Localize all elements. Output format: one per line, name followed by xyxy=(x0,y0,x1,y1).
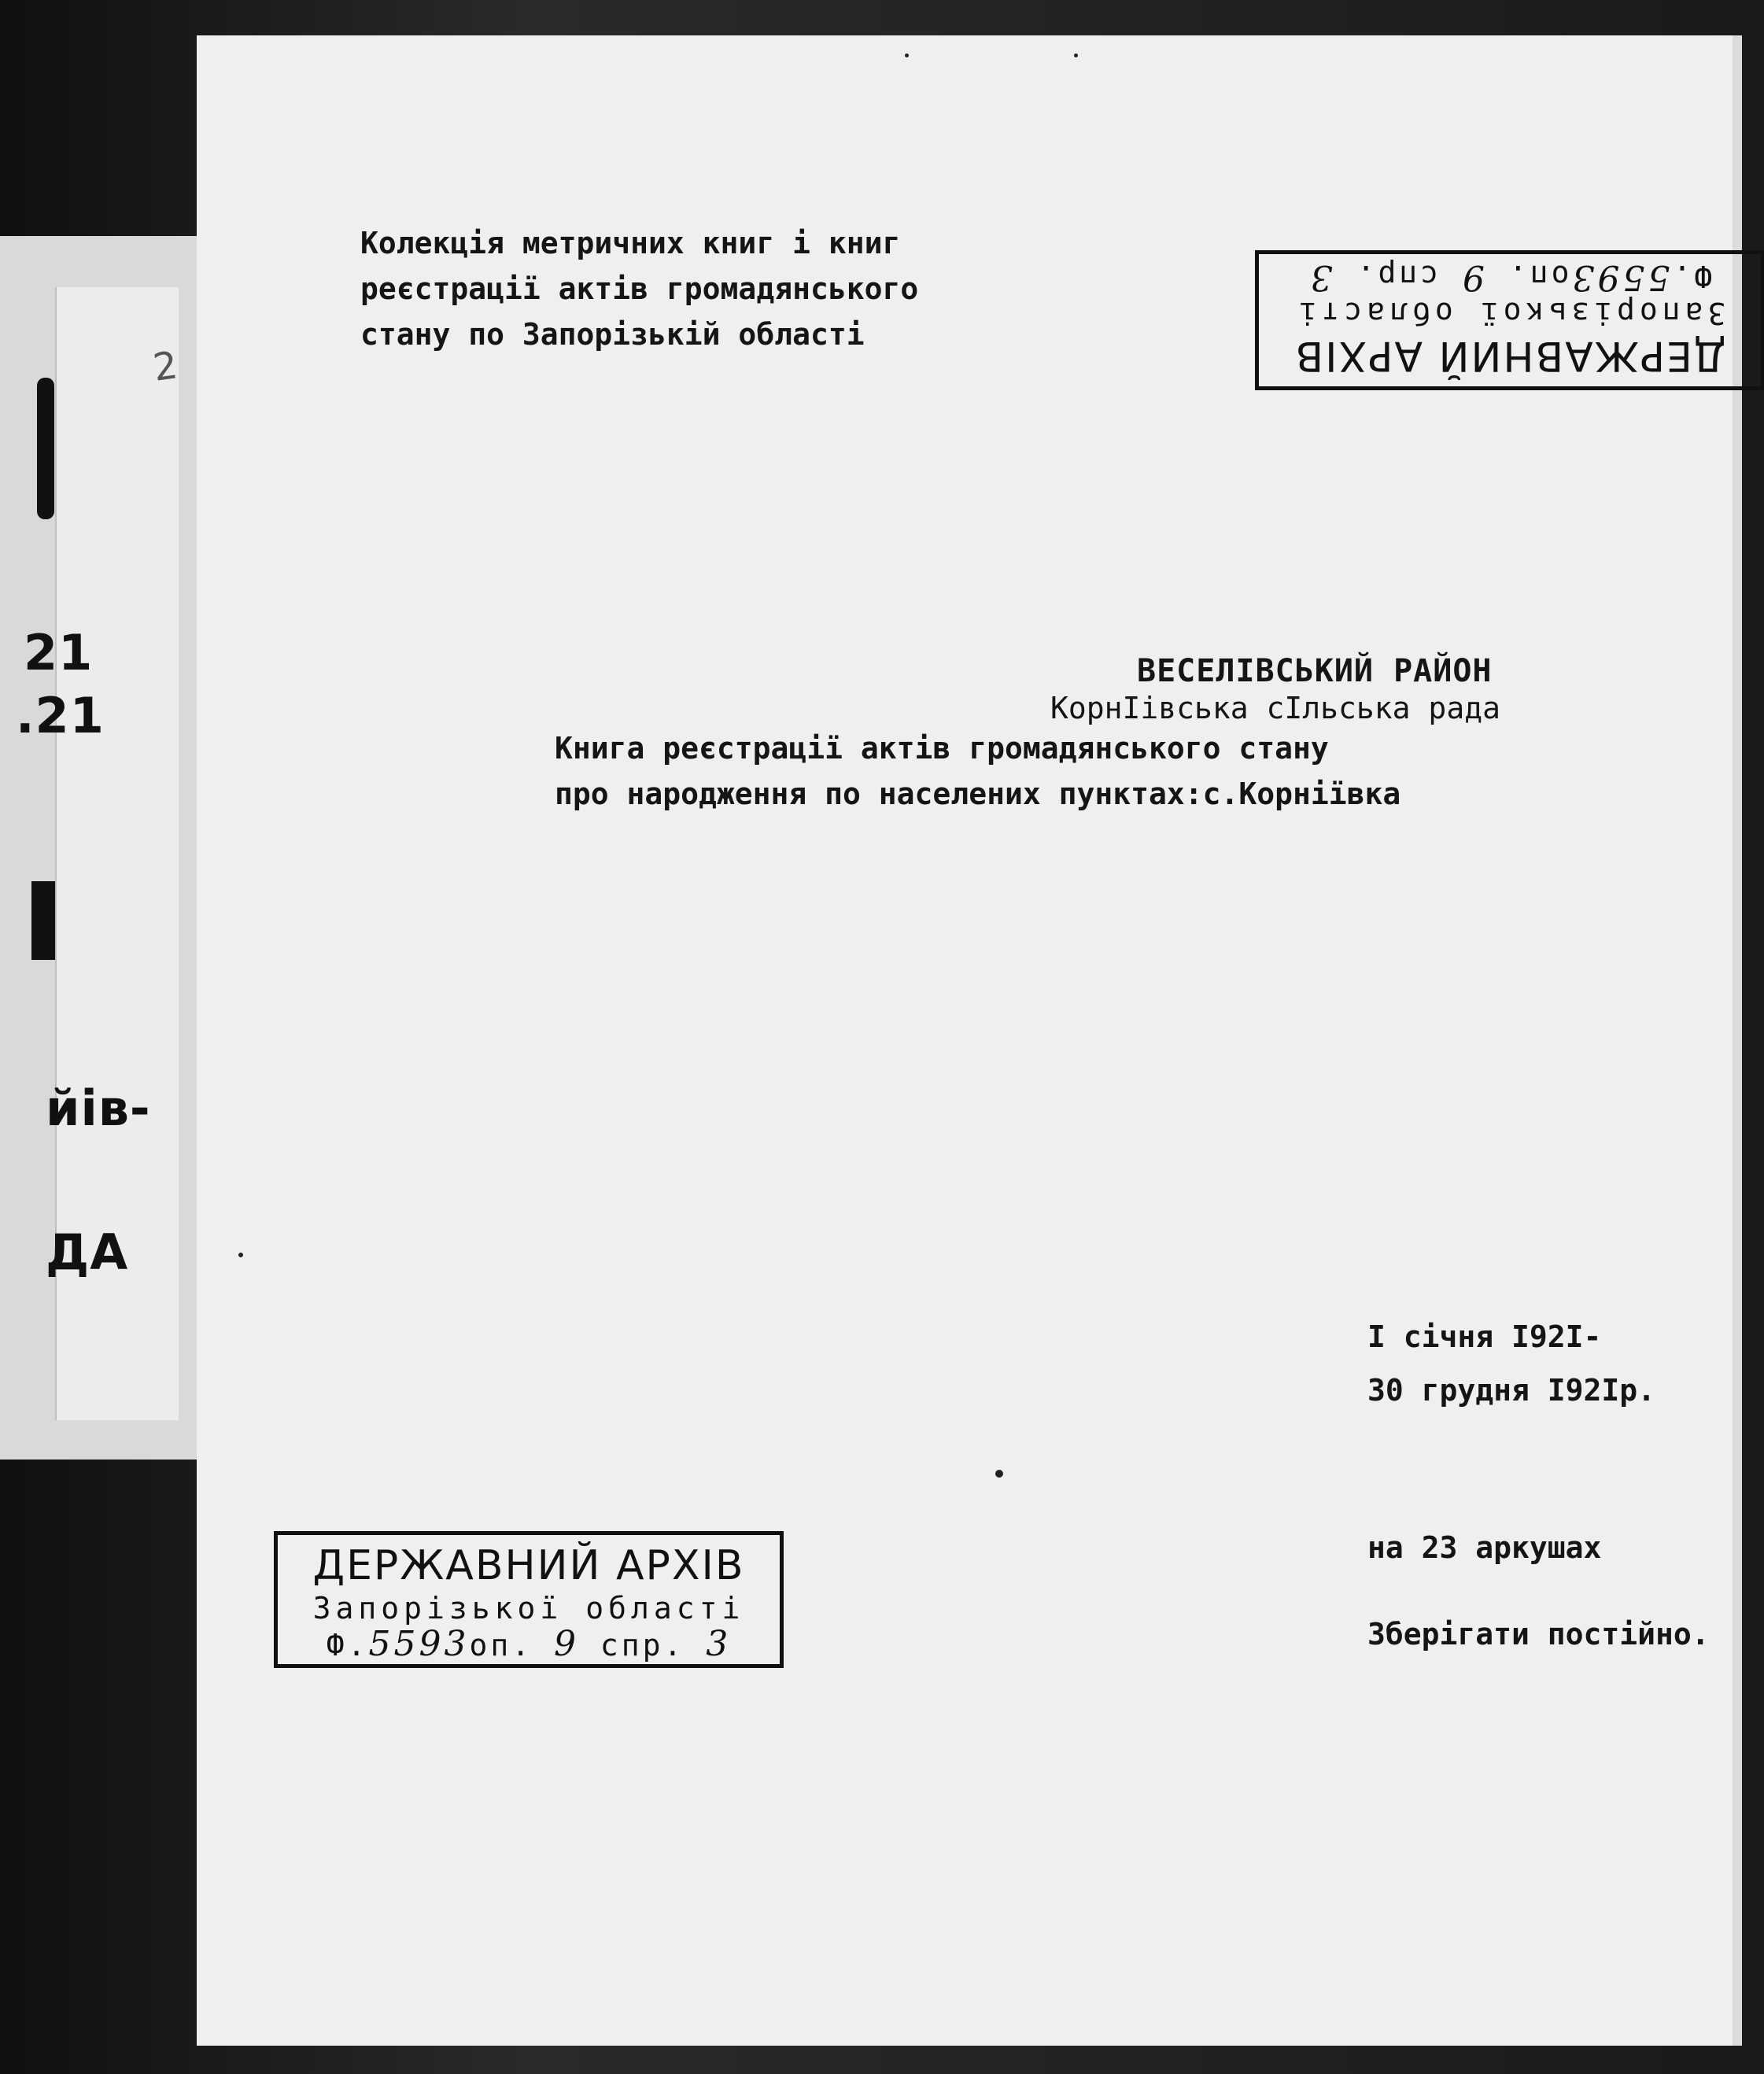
retention-note: Зберігати постійно. xyxy=(1367,1617,1710,1651)
edge-text-line: ДА xyxy=(46,1223,129,1281)
binding-mark xyxy=(37,378,54,519)
book-title-line: про народження по населених пунктах:с.Корніївка xyxy=(555,777,1401,811)
edge-text-line: йів- xyxy=(46,1079,151,1137)
paper-speck xyxy=(1074,54,1078,57)
edge-handwritten-mark: 2 xyxy=(150,343,181,390)
stamp-ref-fund: 5593 xyxy=(1569,257,1670,297)
collection-header-line: Колекція метричних книг і книг xyxy=(360,226,901,260)
stamp-ref-fund: 5593 xyxy=(368,1624,470,1664)
sheets-count: на 23 аркушах xyxy=(1367,1530,1602,1565)
paper-speck xyxy=(905,54,909,57)
date-range-line: І січня І92І- xyxy=(1367,1319,1602,1354)
paper-speck xyxy=(238,1253,243,1257)
council-name: КорнІівська сІльська рада xyxy=(1050,691,1500,725)
collection-header-line: реєстрації актів громадянського xyxy=(360,271,919,306)
stamp-ref-spr-label: спр. xyxy=(1353,259,1439,293)
stamp-ref-prefix: Ф. xyxy=(1670,259,1713,293)
date-range-line: 30 грудня І92Ір. xyxy=(1367,1373,1656,1408)
stamp-ref-spr: 3 xyxy=(706,1624,732,1664)
edge-text-line: 21 xyxy=(24,624,94,681)
stamp-ref-spr: 3 xyxy=(1307,257,1333,297)
binding-mark xyxy=(31,881,55,960)
paper-speck xyxy=(995,1470,1003,1478)
stamp-ref-prefix: Ф. xyxy=(326,1628,369,1663)
archive-stamp-inverted xyxy=(1255,250,1764,390)
archive-stamp xyxy=(274,1531,784,1668)
district-title: ВЕСЕЛІВСЬКИЙ РАЙОН xyxy=(1137,653,1493,689)
document-sheet xyxy=(197,35,1733,2046)
stamp-title: ДЕРЖАВНИЙ АРХІВ xyxy=(1293,332,1726,379)
stamp-title: ДЕРЖАВНИЙ АРХІВ xyxy=(312,1542,745,1589)
stamp-ref-mid: оп. xyxy=(469,1628,533,1663)
stamp-ref-opys: 9 xyxy=(1460,257,1485,297)
stamp-reference xyxy=(1259,258,1761,295)
stamp-ref-mid: оп. xyxy=(1505,259,1570,293)
collection-header-line: стану по Запорізькій області xyxy=(360,317,865,352)
stamp-reference xyxy=(278,1626,780,1663)
stamp-ref-spr-label: спр. xyxy=(600,1628,685,1663)
stamp-ref-opys: 9 xyxy=(553,1624,579,1664)
edge-text-line: .21 xyxy=(16,687,105,744)
stamp-subtitle: Запорізької області xyxy=(1293,296,1726,330)
book-title-line: Книга реєстрації актів громадянського стану xyxy=(555,731,1329,766)
stamp-subtitle: Запорізької області xyxy=(312,1591,745,1626)
